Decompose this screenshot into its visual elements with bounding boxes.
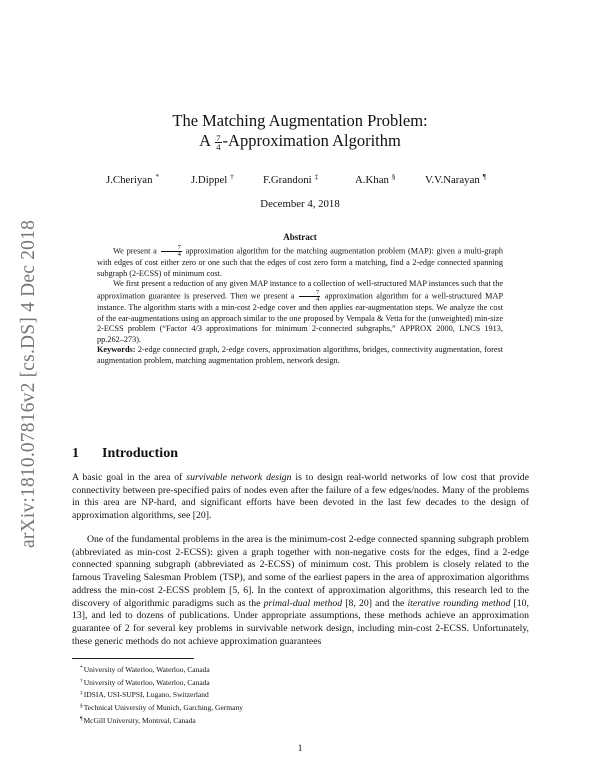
intro-p1-emphasis: survivable network design [186, 472, 292, 483]
intro-p2-text: [10, 13], and led to dozens of publications. Under appropriate assumptions, these methods achieve an approximation guarantee of 2 for several key problems in survivable network design, including min-cost 2-ECSS. Unfortunately, these generic methods do not achieve approximation guarantees [72, 597, 529, 647]
author-name: J.Dippel [191, 174, 228, 186]
abstract-p2-text: approximation algorithm for a well-structured MAP instance. The algorithm starts with a min-cost 2-edge cover and then applies ear-augmentation steps. We analyze the cost of the ear-augmentations using an approach similar to the one proposed by Vempala & Vetta for the (unweighted) min-size 2-ECSS problem (“Factor 4/3 approximations for minimum 2-connected subgraphs,” APPROX 2000, LNCS 1913, pp.262–273). [97, 291, 504, 345]
title-prefix: A [199, 131, 211, 150]
abstract-fraction-numerator: 7 [161, 245, 182, 252]
author [425, 173, 486, 186]
intro-p1-text: A basic goal in the area of [72, 472, 187, 483]
intro-p1-text: is to design real-world networks of low cost that provide connectivity between pre-specified pairs of nodes even after the failure of a few edges/nodes. Many of the problems in this area are NP-hard, and significant efforts have been devoted in the last few decades to the design of approximation algorithms, see [20]. [72, 472, 530, 522]
author-affiliation-mark: § [391, 173, 396, 181]
author-name: J.Cheriyan [106, 174, 153, 186]
intro-paragraph-1 [72, 472, 529, 523]
author-affiliation-mark: ¶ [482, 173, 486, 181]
footnote [80, 676, 243, 689]
title-fraction-numerator: 7 [216, 132, 221, 143]
paper-title-line-1: The Matching Augmentation Problem: [172, 111, 428, 130]
footnote [80, 688, 243, 701]
footnote-mark: ¶ [80, 715, 83, 722]
abstract-p1-prefix: We present a [113, 246, 157, 256]
footnote [80, 714, 243, 727]
abstract-paragraph-2 [97, 279, 503, 346]
footnote [80, 663, 243, 676]
author-affiliation-mark: ‡ [314, 173, 319, 181]
author [106, 173, 159, 186]
title-fraction-denominator: 4 [216, 141, 221, 152]
abstract-heading: Abstract [283, 232, 317, 242]
author [263, 173, 318, 186]
footnote-divider [72, 658, 194, 659]
section-number: 1 [72, 446, 79, 461]
author-name: V.V.Narayan [425, 174, 480, 186]
footnote [80, 701, 243, 714]
title-fraction [215, 134, 221, 151]
abstract-p1-text: approximation algorithm for the matching augmentation problem (MAP): given a multi-graph with edges of cost either zero or one such that the edges of cost zero form a matching, find a 2-edge connected spanning subgraph (2-ECSS) of minimum cost. [97, 246, 503, 278]
keywords-paragraph [97, 345, 503, 367]
intro-p2-emphasis: iterative rounding method [407, 597, 511, 609]
arxiv-identifier-stamp: arXiv:1810.07816v2 [cs.DS] 4 Dec 2018 [18, 219, 39, 548]
footnote-mark: * [80, 665, 83, 671]
author-name: A.Khan [355, 174, 389, 186]
keywords-label: Keywords: [97, 345, 136, 354]
intro-p2-emphasis: primal-dual method [263, 597, 343, 609]
abstract-fraction [299, 290, 320, 303]
author [355, 173, 395, 186]
footnote-mark: † [80, 677, 83, 684]
section-heading [72, 446, 178, 462]
abstract-fraction-denominator: 4 [177, 251, 181, 258]
abstract-fraction-numerator: 7 [299, 290, 320, 297]
section-title: Introduction [102, 446, 178, 461]
footnote-list [80, 663, 243, 727]
paper-title-line-2 [0, 131, 600, 151]
author-affiliation-mark: * [155, 173, 159, 181]
author-affiliation-mark: † [230, 173, 234, 181]
page-number: 1 [297, 743, 303, 754]
footnote-mark: ‡ [80, 690, 83, 697]
footnote-text: University of Waterloo, Waterloo, Canada [83, 665, 210, 674]
publication-date: December 4, 2018 [260, 198, 340, 210]
intro-paragraph-2 [72, 534, 529, 648]
abstract-p2-prefix: We first present a reduction of any given MAP instance to a collection of well-structured MAP instances such that the approximation guarantee is preserved. Then we present a [97, 279, 503, 301]
footnote-text: University of Waterloo, Waterloo, Canada [83, 677, 210, 687]
intro-p2-text: [8, 20] and the [342, 597, 408, 609]
abstract-fraction [161, 245, 182, 258]
keywords-text: 2-edge connected graph, 2-edge covers, approximation algorithms, bridges, connectivity augmentation, forest augmentation problem, matching augmentation problem, network design. [97, 345, 503, 365]
footnote-text: McGill University, Montreal, Canada [83, 715, 196, 725]
abstract-fraction-denominator: 4 [316, 295, 320, 303]
footnote-text: IDSIA, USI-SUPSI, Lugano, Switzerland [83, 690, 209, 700]
intro-p2-text: One of the fundamental problems in the area is the minimum-cost 2-edge connected spanning subgraph problem (abbreviated as min-cost 2-ECSS): given a graph together with non-negative costs for the edges, find a 2-edge connected spanning subgraph (abbreviated as 2-ECSS) of minimum cost. This problem is closely related to the famous Traveling Salesman Problem (TSP), and some of the earliest papers in the area of approximation algorithms address the min-cost 2-ECSS problem [5, 6]. In the context of approximation algorithms, this research led to the discovery of algorithmic paradigms such as the [72, 534, 529, 609]
footnote-mark: § [80, 703, 83, 710]
author-list [0, 173, 600, 189]
footnote-text: Technical University of Munich, Garching, Germany [83, 703, 243, 713]
title-suffix: -Approximation Algorithm [222, 131, 401, 150]
author-name: F.Grandoni [263, 174, 312, 186]
abstract-paragraph-1 [97, 245, 503, 280]
author [191, 173, 234, 186]
